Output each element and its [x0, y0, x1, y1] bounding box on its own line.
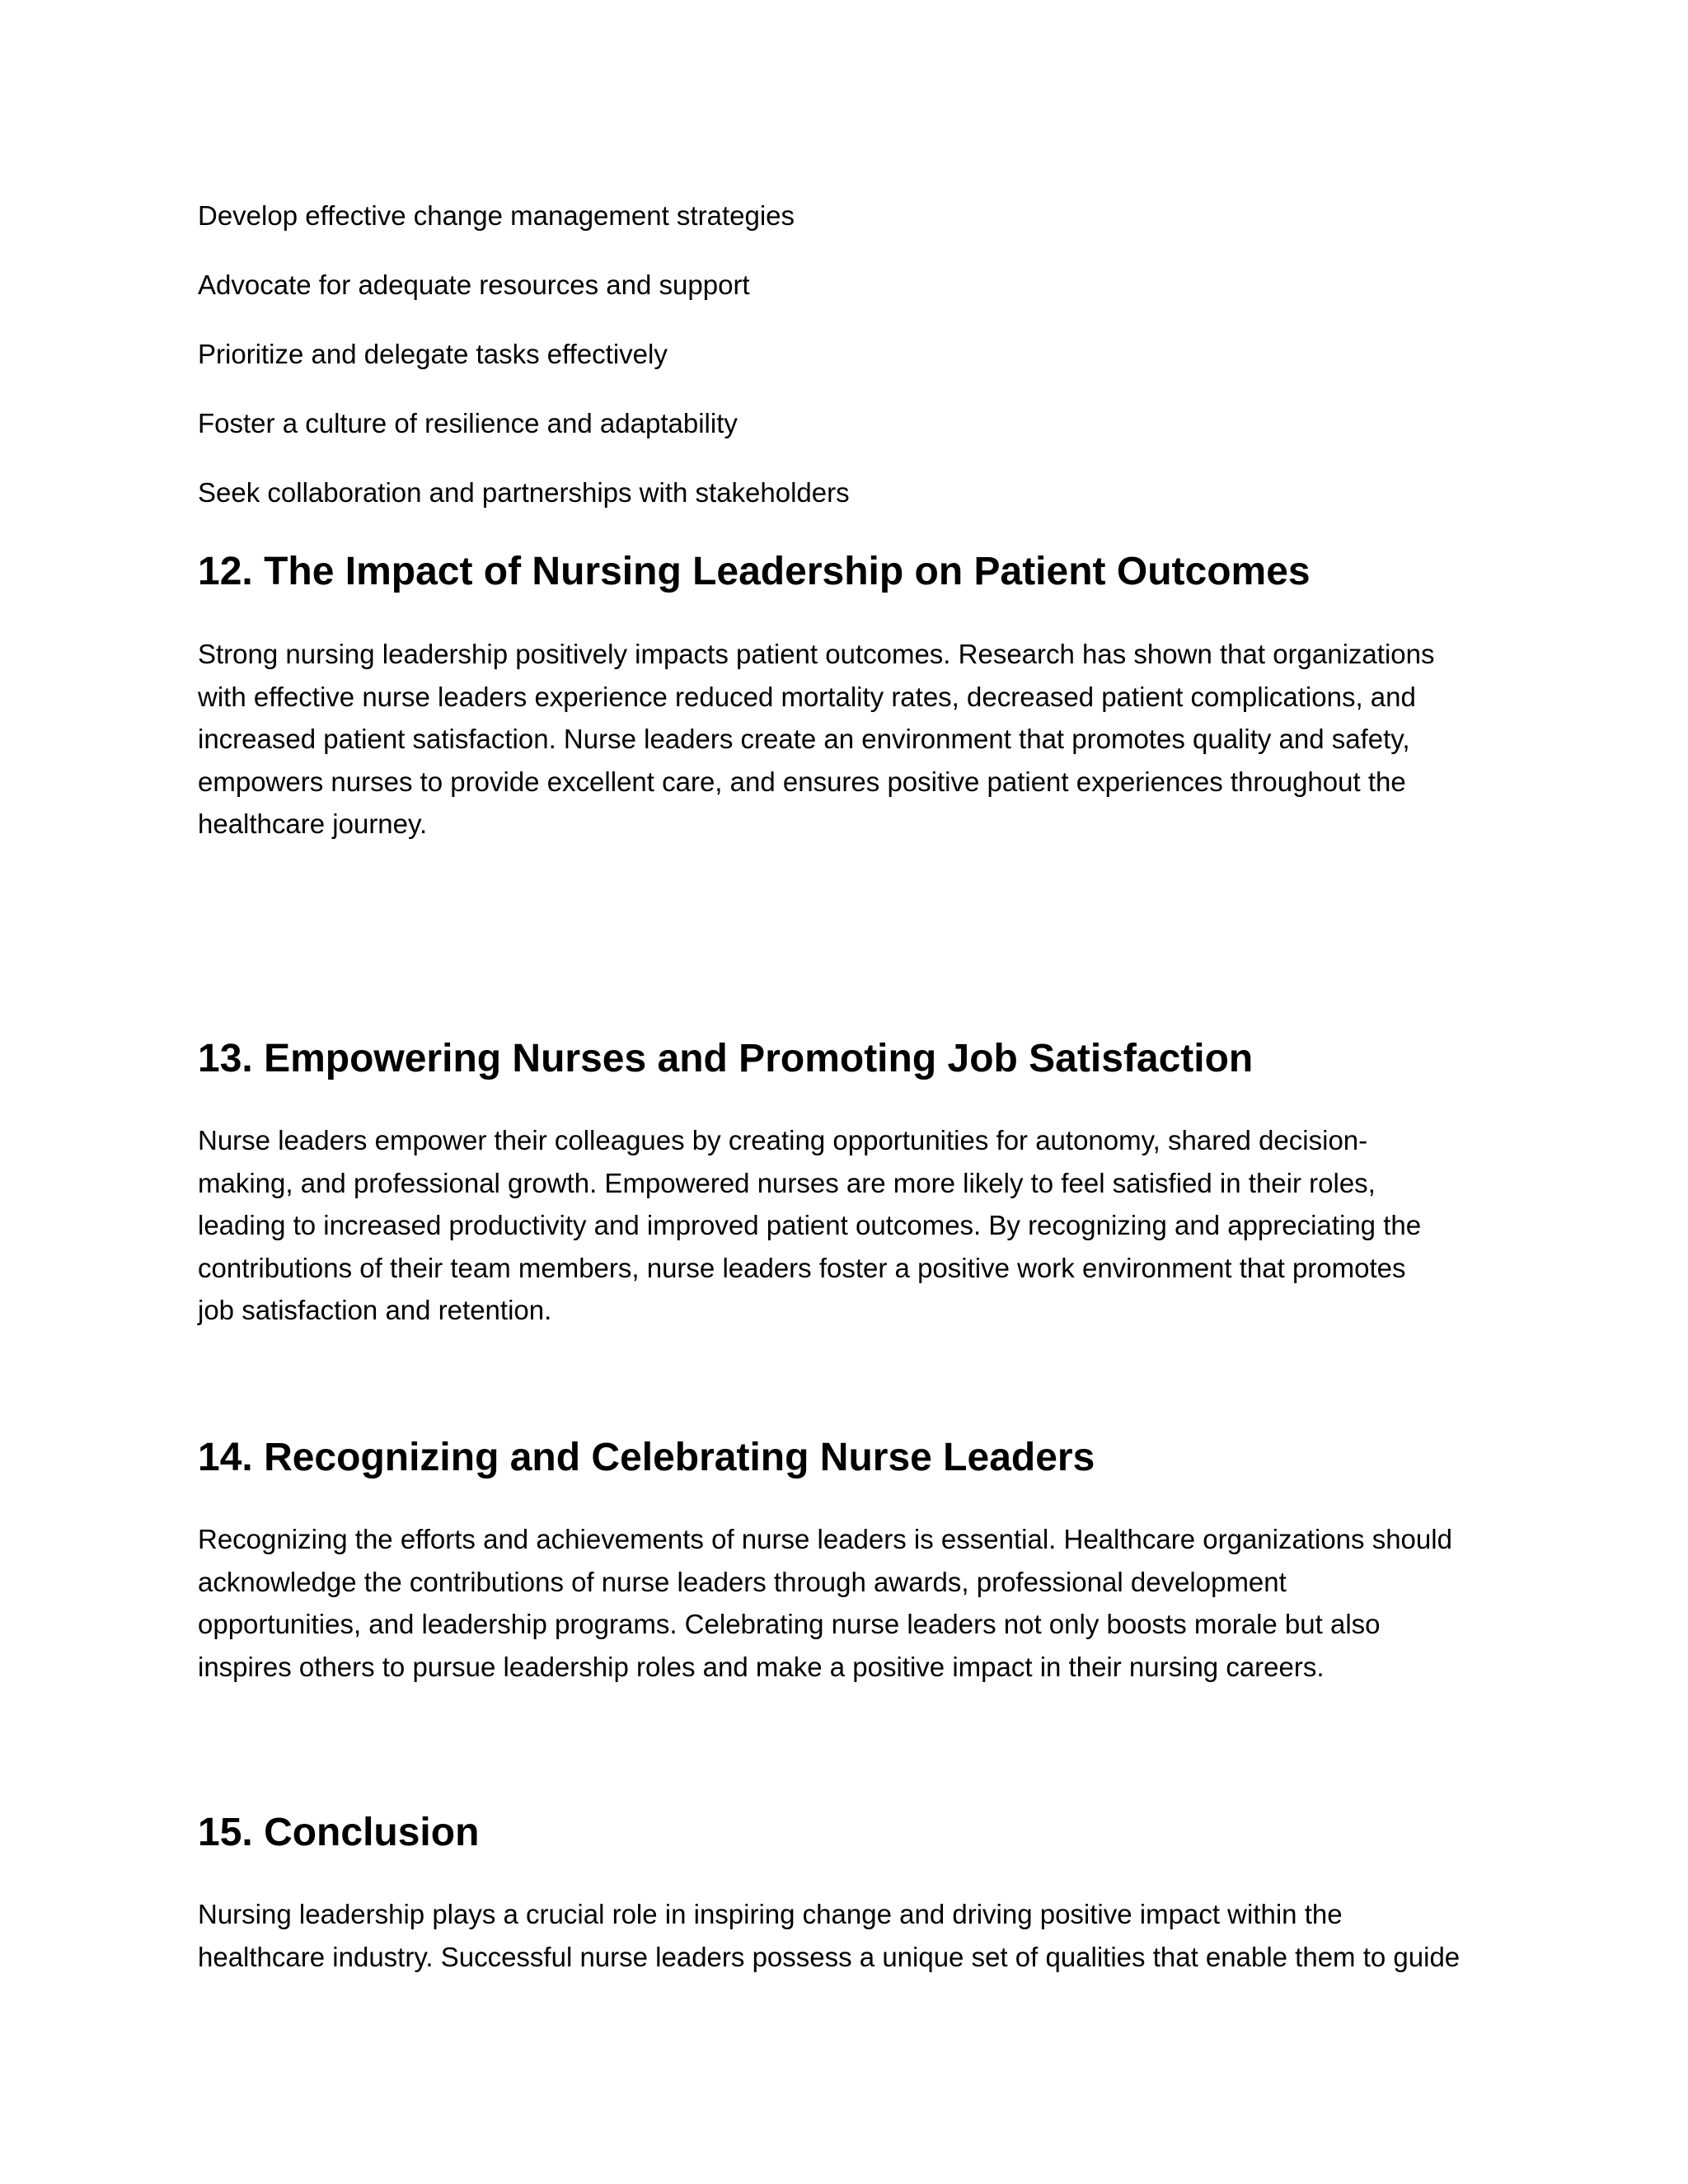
paragraph-line: Recognizing the efforts and achievements of nurse leaders is essential. Healthcare organizations should — [198, 1524, 1452, 1554]
section-paragraph-12 — [198, 633, 1484, 846]
list-item: Advocate for adequate resources and support — [198, 269, 750, 300]
paragraph-line: making, and professional growth. Empowered nurses are more likely to feel satisfied in their roles, — [198, 1167, 1376, 1198]
paragraph-line: acknowledge the contributions of nurse leaders through awards, professional development — [198, 1566, 1287, 1597]
section-heading-13: 13. Empowering Nurses and Promoting Job Satisfaction — [198, 1037, 1254, 1080]
paragraph-line: inspires others to pursue leadership roles and make a positive impact in their nursing careers. — [198, 1651, 1325, 1682]
list-item: Develop effective change management strategies — [198, 200, 795, 231]
section-heading-15: 15. Conclusion — [198, 1811, 480, 1854]
section-paragraph-15 — [198, 1893, 1484, 1978]
list-item: Prioritize and delegate tasks effectively — [198, 339, 668, 369]
section-paragraph-14 — [198, 1518, 1484, 1688]
paragraph-line: job satisfaction and retention. — [198, 1295, 552, 1325]
paragraph-line: Nurse leaders empower their colleagues by creating opportunities for autonomy, shared decision- — [198, 1125, 1368, 1155]
paragraph-line: contributions of their team members, nurse leaders foster a positive work environment that promotes — [198, 1252, 1406, 1283]
section-paragraph-13 — [198, 1119, 1484, 1332]
paragraph-line: leading to increased productivity and improved patient outcomes. By recognizing and appreciating the — [198, 1210, 1422, 1240]
list-item: Foster a culture of resilience and adaptability — [198, 408, 738, 438]
paragraph-line: Nursing leadership plays a crucial role in inspiring change and driving positive impact within the — [198, 1899, 1343, 1929]
paragraph-line: Strong nursing leadership positively impacts patient outcomes. Research has shown that organizations — [198, 639, 1435, 669]
paragraph-line: empowers nurses to provide excellent care, and ensures positive patient experiences throughout the — [198, 766, 1406, 797]
list-item: Seek collaboration and partnerships with stakeholders — [198, 477, 850, 508]
paragraph-line: increased patient satisfaction. Nurse leaders create an environment that promotes quality and safety, — [198, 724, 1410, 754]
paragraph-line: opportunities, and leadership programs. Celebrating nurse leaders not only boosts morale but also — [198, 1609, 1381, 1639]
paragraph-line: healthcare journey. — [198, 808, 428, 839]
paragraph-line: healthcare industry. Successful nurse leaders possess a unique set of qualities that enable them to guide — [198, 1941, 1461, 1972]
section-heading-12: 12. The Impact of Nursing Leadership on Patient Outcomes — [198, 550, 1311, 593]
section-heading-14: 14. Recognizing and Celebrating Nurse Leaders — [198, 1436, 1095, 1479]
paragraph-line: with effective nurse leaders experience reduced mortality rates, decreased patient complications, and — [198, 681, 1416, 712]
